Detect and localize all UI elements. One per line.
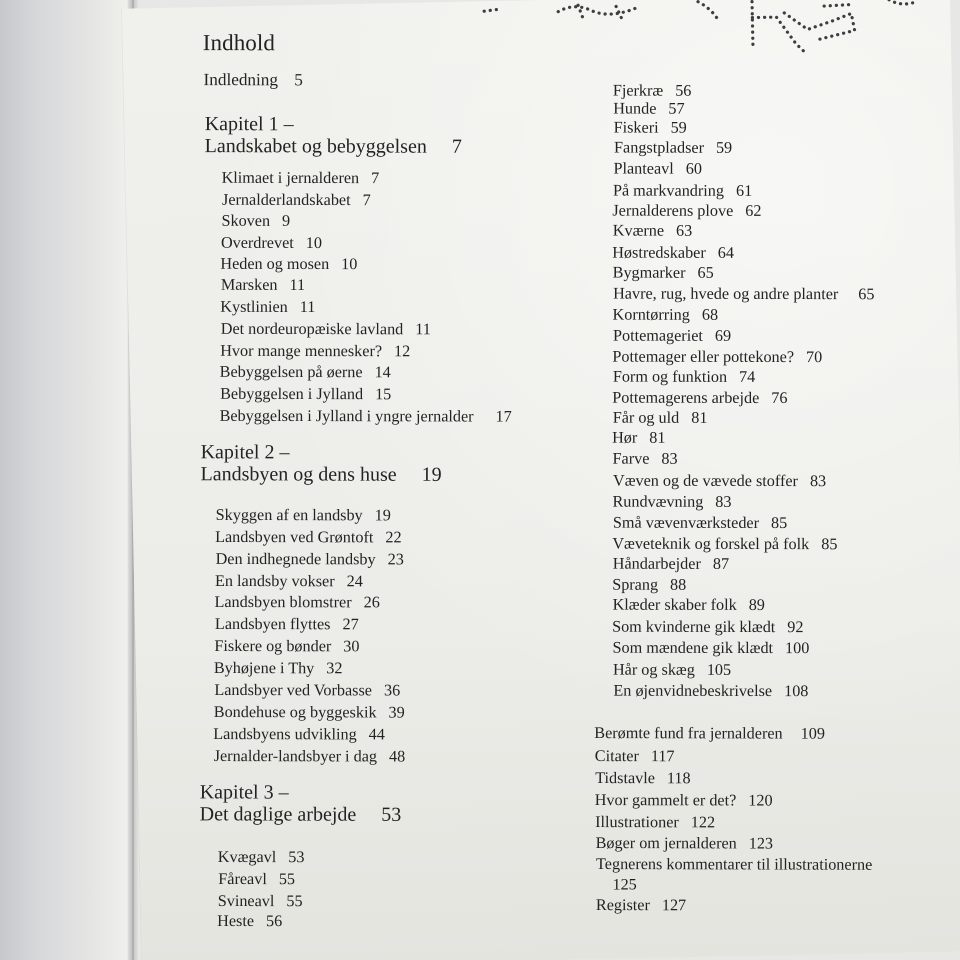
toc-item-label: Hvor gammelt er det? — [594, 791, 737, 810]
right-column-item — [613, 223, 692, 239]
intro-page-number: 5 — [294, 70, 303, 90]
right-column-item — [613, 597, 765, 614]
toc-item-page: 56 — [675, 81, 692, 100]
toc-item-label: Bebyggelsen i Jylland i yngre jernalder — [219, 406, 474, 426]
chapter-2-item — [215, 573, 363, 590]
toc-item-label: Landsbyen ved Grøntoft — [215, 527, 374, 547]
chapter-3-heading — [200, 782, 402, 826]
toc-item-page: 62 — [745, 201, 762, 220]
toc-item-page: 48 — [388, 747, 406, 766]
toc-item-label: Høstredskaber — [612, 243, 706, 262]
right-column-item — [612, 430, 665, 446]
toc-item-page: 39 — [388, 703, 405, 722]
backmatter-item — [595, 770, 690, 786]
toc-item-label: Væven og de vævede stoffer — [613, 471, 798, 491]
toc-item-label: Sprang — [612, 575, 659, 594]
page-title — [203, 31, 275, 54]
toc-item-page: 68 — [701, 305, 719, 324]
left-page — [0, 0, 134, 960]
right-column-item — [613, 451, 678, 467]
toc-item-label: Berømte fund fra jernalderen — [594, 724, 783, 743]
toc-item-page: 22 — [385, 528, 402, 547]
intro-entry — [204, 71, 303, 88]
toc-item-label: Register — [595, 896, 650, 915]
right-column-item — [613, 640, 810, 657]
toc-item-label: En landsby vokser — [215, 571, 335, 591]
chapter-2-item — [216, 551, 404, 568]
toc-item-label: Skoven — [221, 211, 271, 230]
toc-item-label: Tegnerens kommentarer til illustrationerne — [596, 855, 873, 874]
chapter-2-item — [214, 748, 406, 765]
chapter-2-heading — [201, 442, 442, 486]
toc-item-label: Marsken — [220, 275, 278, 294]
right-column-item — [612, 203, 761, 220]
toc-item-label: Fiskeri — [613, 118, 659, 137]
toc-item-label: Væveteknik og forskel på folk — [612, 534, 810, 554]
toc-item-page: 109 — [800, 724, 825, 743]
right-column-item — [612, 494, 731, 511]
chapter-1-item — [221, 321, 431, 338]
toc-item-label: Havre, rug, hvede og andre planter — [613, 284, 839, 304]
right-column-item — [612, 619, 803, 636]
toc-item-page: 92 — [787, 618, 804, 637]
toc-item-page: 120 — [748, 791, 773, 810]
chapter-3-item — [218, 849, 305, 865]
toc-item-page: 56 — [266, 912, 283, 931]
toc-item-page: 26 — [363, 593, 380, 612]
toc-item-label: Som kvinderne gik klædt — [612, 617, 776, 637]
backmatter-item — [596, 897, 686, 913]
toc-item-page: 12 — [394, 342, 411, 361]
toc-item-page: 88 — [670, 575, 687, 594]
toc-item-page: 53 — [288, 848, 305, 867]
toc-item-label: Klimaet i jernalderen — [221, 168, 360, 188]
toc-item-page: 60 — [685, 159, 702, 178]
chapter-1-title: Landskabet og bebyggelsen — [204, 134, 427, 158]
backmatter-item — [595, 814, 715, 831]
toc-item-page: 59 — [715, 138, 733, 157]
chapter-1-page-number: 7 — [451, 135, 462, 158]
toc-item-label: Heden og mosen — [220, 254, 330, 274]
toc-item-label: Landsbyer ved Vorbasse — [214, 680, 373, 700]
chapter-2-label: Kapitel 2 – — [200, 441, 290, 464]
toc-item-page: 36 — [383, 681, 401, 700]
toc-item-label: Det nordeuropæiske lavland — [220, 319, 404, 339]
toc-item-label: Pottemageriet — [612, 326, 703, 345]
toc-item-page: 63 — [676, 221, 693, 240]
toc-item-page: 30 — [343, 637, 360, 656]
backmatter-item — [594, 725, 825, 742]
right-column-item — [613, 683, 808, 700]
toc-item-label: Korntørring — [612, 305, 690, 324]
chapter-2-item — [215, 529, 401, 546]
toc-item-page: 85 — [821, 535, 838, 554]
right-column-item — [613, 265, 714, 281]
table-of-contents-page — [122, 0, 960, 960]
chapter-3-item — [217, 913, 282, 929]
toc-item-label: Rundvævning — [612, 492, 704, 511]
chapter-3-item — [218, 893, 303, 909]
toc-item-label: Hvor mange mennesker? — [220, 341, 383, 361]
toc-item-label: Fåreavl — [218, 869, 267, 889]
toc-item-page: 85 — [771, 514, 788, 533]
chapter-2-item — [215, 616, 359, 633]
toc-item-page: 9 — [282, 211, 291, 230]
right-column-item — [613, 83, 692, 99]
toc-item-label: Kystlinien — [220, 297, 288, 316]
toc-item-label: Pottemager eller pottekone? — [612, 347, 795, 367]
toc-item-label: Fjerkræ — [612, 81, 664, 100]
toc-item-label: Fangstpladser — [614, 138, 704, 157]
toc-item-label: Planteavl — [613, 159, 674, 178]
toc-item-page: 70 — [806, 348, 823, 367]
chapter-1-label: Kapitel 1 – — [204, 113, 294, 136]
chapter-1-item — [222, 192, 371, 209]
toc-item-page: 57 — [668, 99, 685, 118]
toc-item-label: Kvægavl — [217, 847, 277, 867]
toc-item-page: 24 — [346, 572, 363, 591]
right-column-item — [613, 556, 729, 573]
chapter-1-item — [220, 299, 315, 315]
toc-item-label: Farve — [612, 449, 650, 468]
page-title-text: Indhold — [202, 30, 276, 56]
toc-item-page: 59 — [670, 118, 687, 137]
chapter-2-item — [214, 682, 400, 699]
toc-item-page: 127 — [661, 896, 687, 915]
chapter-1-item — [220, 256, 357, 273]
toc-item-label: Hunde — [613, 99, 657, 118]
toc-item-label: Jernalderens plove — [612, 201, 734, 220]
chapter-1-item — [221, 277, 305, 293]
chapter-1-item — [221, 235, 322, 251]
chapter-1-heading — [205, 114, 462, 158]
intro-label: Indledning — [203, 70, 279, 90]
toc-item-label: Bøger om jernalderen — [595, 834, 737, 853]
chapter-3-page-number: 53 — [381, 803, 402, 826]
backmatter-item — [596, 835, 773, 852]
right-column-item — [613, 328, 731, 345]
right-column-item — [614, 140, 732, 157]
toc-item-page: 87 — [712, 554, 730, 573]
toc-item-page: 11 — [299, 297, 316, 317]
toc-item-label: En øjenvidnebeskrivelse — [613, 681, 773, 701]
toc-item-page: 89 — [748, 595, 765, 615]
toc-item-page: 117 — [650, 747, 675, 766]
toc-item-label: Tidstavle — [595, 769, 655, 788]
toc-item-label: Små vævenværksteder — [612, 513, 760, 532]
right-column-item — [613, 515, 787, 532]
toc-item-label: Får og uld — [612, 408, 680, 427]
toc-item-label: Bebyggelsen på øerne — [219, 362, 363, 382]
toc-item-page: 76 — [771, 389, 788, 408]
toc-item-label: Fiskere og bønder — [214, 636, 332, 656]
backmatter-item-page-number: 125 — [612, 875, 637, 894]
toc-item-page: 64 — [717, 243, 734, 262]
toc-item-page: 10 — [341, 255, 358, 274]
right-column-item — [613, 662, 731, 679]
right-column-item — [613, 286, 874, 303]
chapter-2-page-number: 19 — [421, 463, 442, 486]
right-column-item — [612, 536, 837, 553]
toc-item-label: Landsbyen flyttes — [214, 614, 331, 634]
toc-item-label: Hår og skæg — [612, 660, 695, 679]
toc-item-page: 55 — [278, 870, 296, 889]
toc-item-label: Som mændene gik klædt — [612, 638, 774, 658]
right-column-item — [614, 120, 687, 136]
toc-item-label: Form og funktion — [612, 367, 728, 386]
toc-item-page: 27 — [342, 615, 359, 634]
toc-item-page: 100 — [785, 639, 810, 658]
toc-item-page: 23 — [387, 550, 404, 569]
toc-item-label: Den indhegnede landsby — [215, 549, 376, 569]
chapter-2-item — [216, 507, 391, 524]
toc-item-label: Bondehuse og byggeskik — [213, 703, 377, 722]
chapter-1-item — [220, 408, 512, 425]
chapter-1-item — [220, 343, 410, 360]
chapter-2-item — [214, 638, 359, 655]
toc-item-page: 11 — [415, 320, 431, 339]
toc-item-page: 69 — [714, 326, 732, 345]
toc-item-label: Overdrevet — [220, 233, 294, 252]
right-column-item — [612, 245, 734, 262]
toc-item-page: 74 — [739, 367, 756, 386]
toc-item-page: 65 — [697, 263, 714, 282]
toc-item-label: Klæder skaber folk — [612, 595, 737, 614]
toc-item-page: 61 — [735, 181, 753, 200]
chapter-3-item — [218, 871, 295, 887]
toc-item-label: Jernalder-landsbyer i dag — [213, 747, 378, 766]
toc-item-page: 83 — [715, 492, 732, 511]
chapter-1-item — [221, 213, 290, 229]
toc-item-label: Håndarbejder — [612, 554, 701, 573]
toc-item-page: 55 — [286, 892, 303, 911]
toc-item-label: Byhøjene i Thy — [213, 658, 315, 678]
toc-item-label: På markvandring — [612, 181, 725, 200]
dotted-illustration-icon — [472, 0, 960, 71]
toc-item-label: Skyggen af en landsby — [215, 505, 363, 525]
toc-item-page: 14 — [374, 363, 391, 382]
toc-item-page: 81 — [691, 408, 708, 427]
toc-item-label: Kværne — [612, 221, 665, 240]
backmatter-item — [595, 792, 773, 809]
chapter-1-item — [220, 364, 391, 381]
right-column-item — [613, 410, 708, 426]
toc-item-label: Bygmarker — [612, 263, 686, 282]
toc-item-label: Bebyggelsen i Jylland — [220, 384, 364, 404]
toc-item-label: Heste — [217, 911, 255, 931]
toc-item-label: Jernalderlandskabet — [222, 190, 351, 210]
chapter-2-item — [214, 704, 405, 721]
toc-item-page: 123 — [748, 834, 774, 853]
toc-item-page: 105 — [706, 660, 732, 679]
toc-item-label: Illustrationer — [595, 813, 679, 832]
toc-item-page: 118 — [666, 769, 691, 788]
toc-item-page: 108 — [784, 682, 809, 701]
toc-item-page: 83 — [809, 472, 827, 491]
backmatter-item — [595, 748, 675, 764]
toc-item-label: Svineavl — [217, 891, 275, 911]
toc-item-label: Hør — [612, 428, 638, 447]
toc-item-page: 7 — [371, 169, 380, 188]
chapter-2-item — [213, 726, 385, 743]
chapter-2-item — [214, 594, 379, 611]
toc-item-page: 10 — [305, 233, 322, 253]
right-column-item — [612, 349, 822, 366]
toc-item-label: Citater — [594, 747, 639, 766]
backmatter-item — [596, 856, 872, 873]
toc-item-page: 122 — [690, 813, 716, 832]
chapter-3-title: Det daglige arbejde — [199, 802, 357, 826]
right-column-item — [613, 101, 684, 117]
toc-item-page: 65 — [858, 285, 875, 304]
right-column-item — [613, 369, 755, 386]
chapter-1-item — [222, 170, 380, 187]
right-column-item — [613, 473, 826, 490]
chapter-2-title: Landsbyen og dens huse — [200, 462, 397, 486]
toc-item-page: 17 — [495, 407, 512, 426]
toc-item-page: 44 — [368, 725, 385, 744]
right-column-item — [613, 161, 701, 177]
toc-item-page: 83 — [661, 449, 678, 468]
toc-item-page: 19 — [374, 506, 391, 525]
right-column-item — [612, 577, 686, 593]
toc-item-page: 11 — [289, 275, 306, 294]
right-column-item — [613, 183, 752, 200]
chapter-3-label: Kapitel 3 – — [199, 781, 289, 804]
chapter-2-item — [214, 660, 343, 677]
toc-item-page: 81 — [649, 428, 666, 447]
toc-item-label: Landsbyen blomstrer — [214, 592, 352, 612]
toc-item-label: Pottemagerens arbejde — [612, 388, 760, 407]
right-column-item — [613, 307, 719, 323]
right-column-item — [612, 390, 787, 407]
toc-item-page: 32 — [326, 659, 343, 678]
chapter-1-item — [220, 386, 391, 403]
toc-item-page: 15 — [375, 385, 392, 404]
toc-item-label: Landsbyens udvikling — [213, 725, 357, 744]
toc-item-page: 7 — [362, 191, 371, 210]
